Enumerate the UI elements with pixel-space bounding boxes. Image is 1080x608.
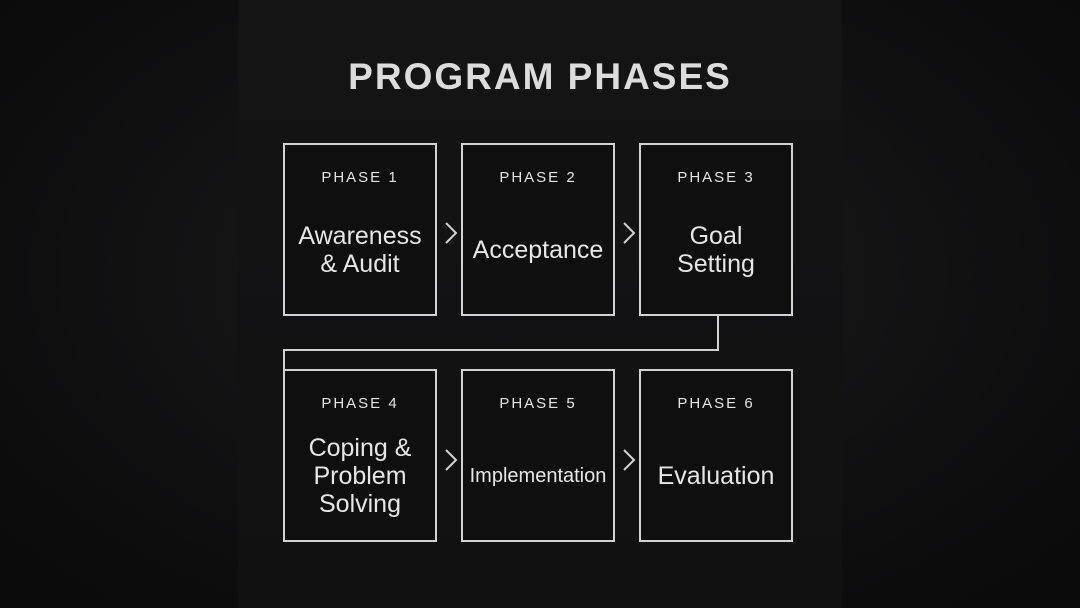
phase-name: Goal Setting bbox=[677, 221, 755, 278]
chevron-right-icon bbox=[621, 445, 637, 475]
phase-box-6 bbox=[639, 369, 793, 542]
phase-box-5 bbox=[461, 369, 615, 542]
phase-name: Awareness & Audit bbox=[298, 221, 422, 278]
phase-box-4 bbox=[283, 369, 437, 542]
phase-box-3 bbox=[639, 143, 793, 316]
chevron-right-icon bbox=[443, 445, 459, 475]
phase-label: PHASE 6 bbox=[677, 395, 755, 412]
page-title: PROGRAM PHASES bbox=[348, 56, 732, 97]
phase-name: Implementation bbox=[469, 464, 607, 487]
phase-name: Coping & Problem Solving bbox=[308, 433, 412, 518]
phase-label: PHASE 3 bbox=[677, 169, 755, 186]
phase-box-1 bbox=[283, 143, 437, 316]
elbow-connector bbox=[280, 316, 724, 372]
phase-label: PHASE 4 bbox=[321, 395, 399, 412]
phase-name: Acceptance bbox=[472, 235, 604, 264]
phase-label: PHASE 5 bbox=[499, 395, 577, 412]
phase-label: PHASE 1 bbox=[321, 169, 399, 186]
phase-label: PHASE 2 bbox=[499, 169, 577, 186]
chevron-right-icon bbox=[621, 218, 637, 248]
phase-name: Evaluation bbox=[657, 461, 775, 490]
chevron-right-icon bbox=[443, 218, 459, 248]
phase-box-2 bbox=[461, 143, 615, 316]
